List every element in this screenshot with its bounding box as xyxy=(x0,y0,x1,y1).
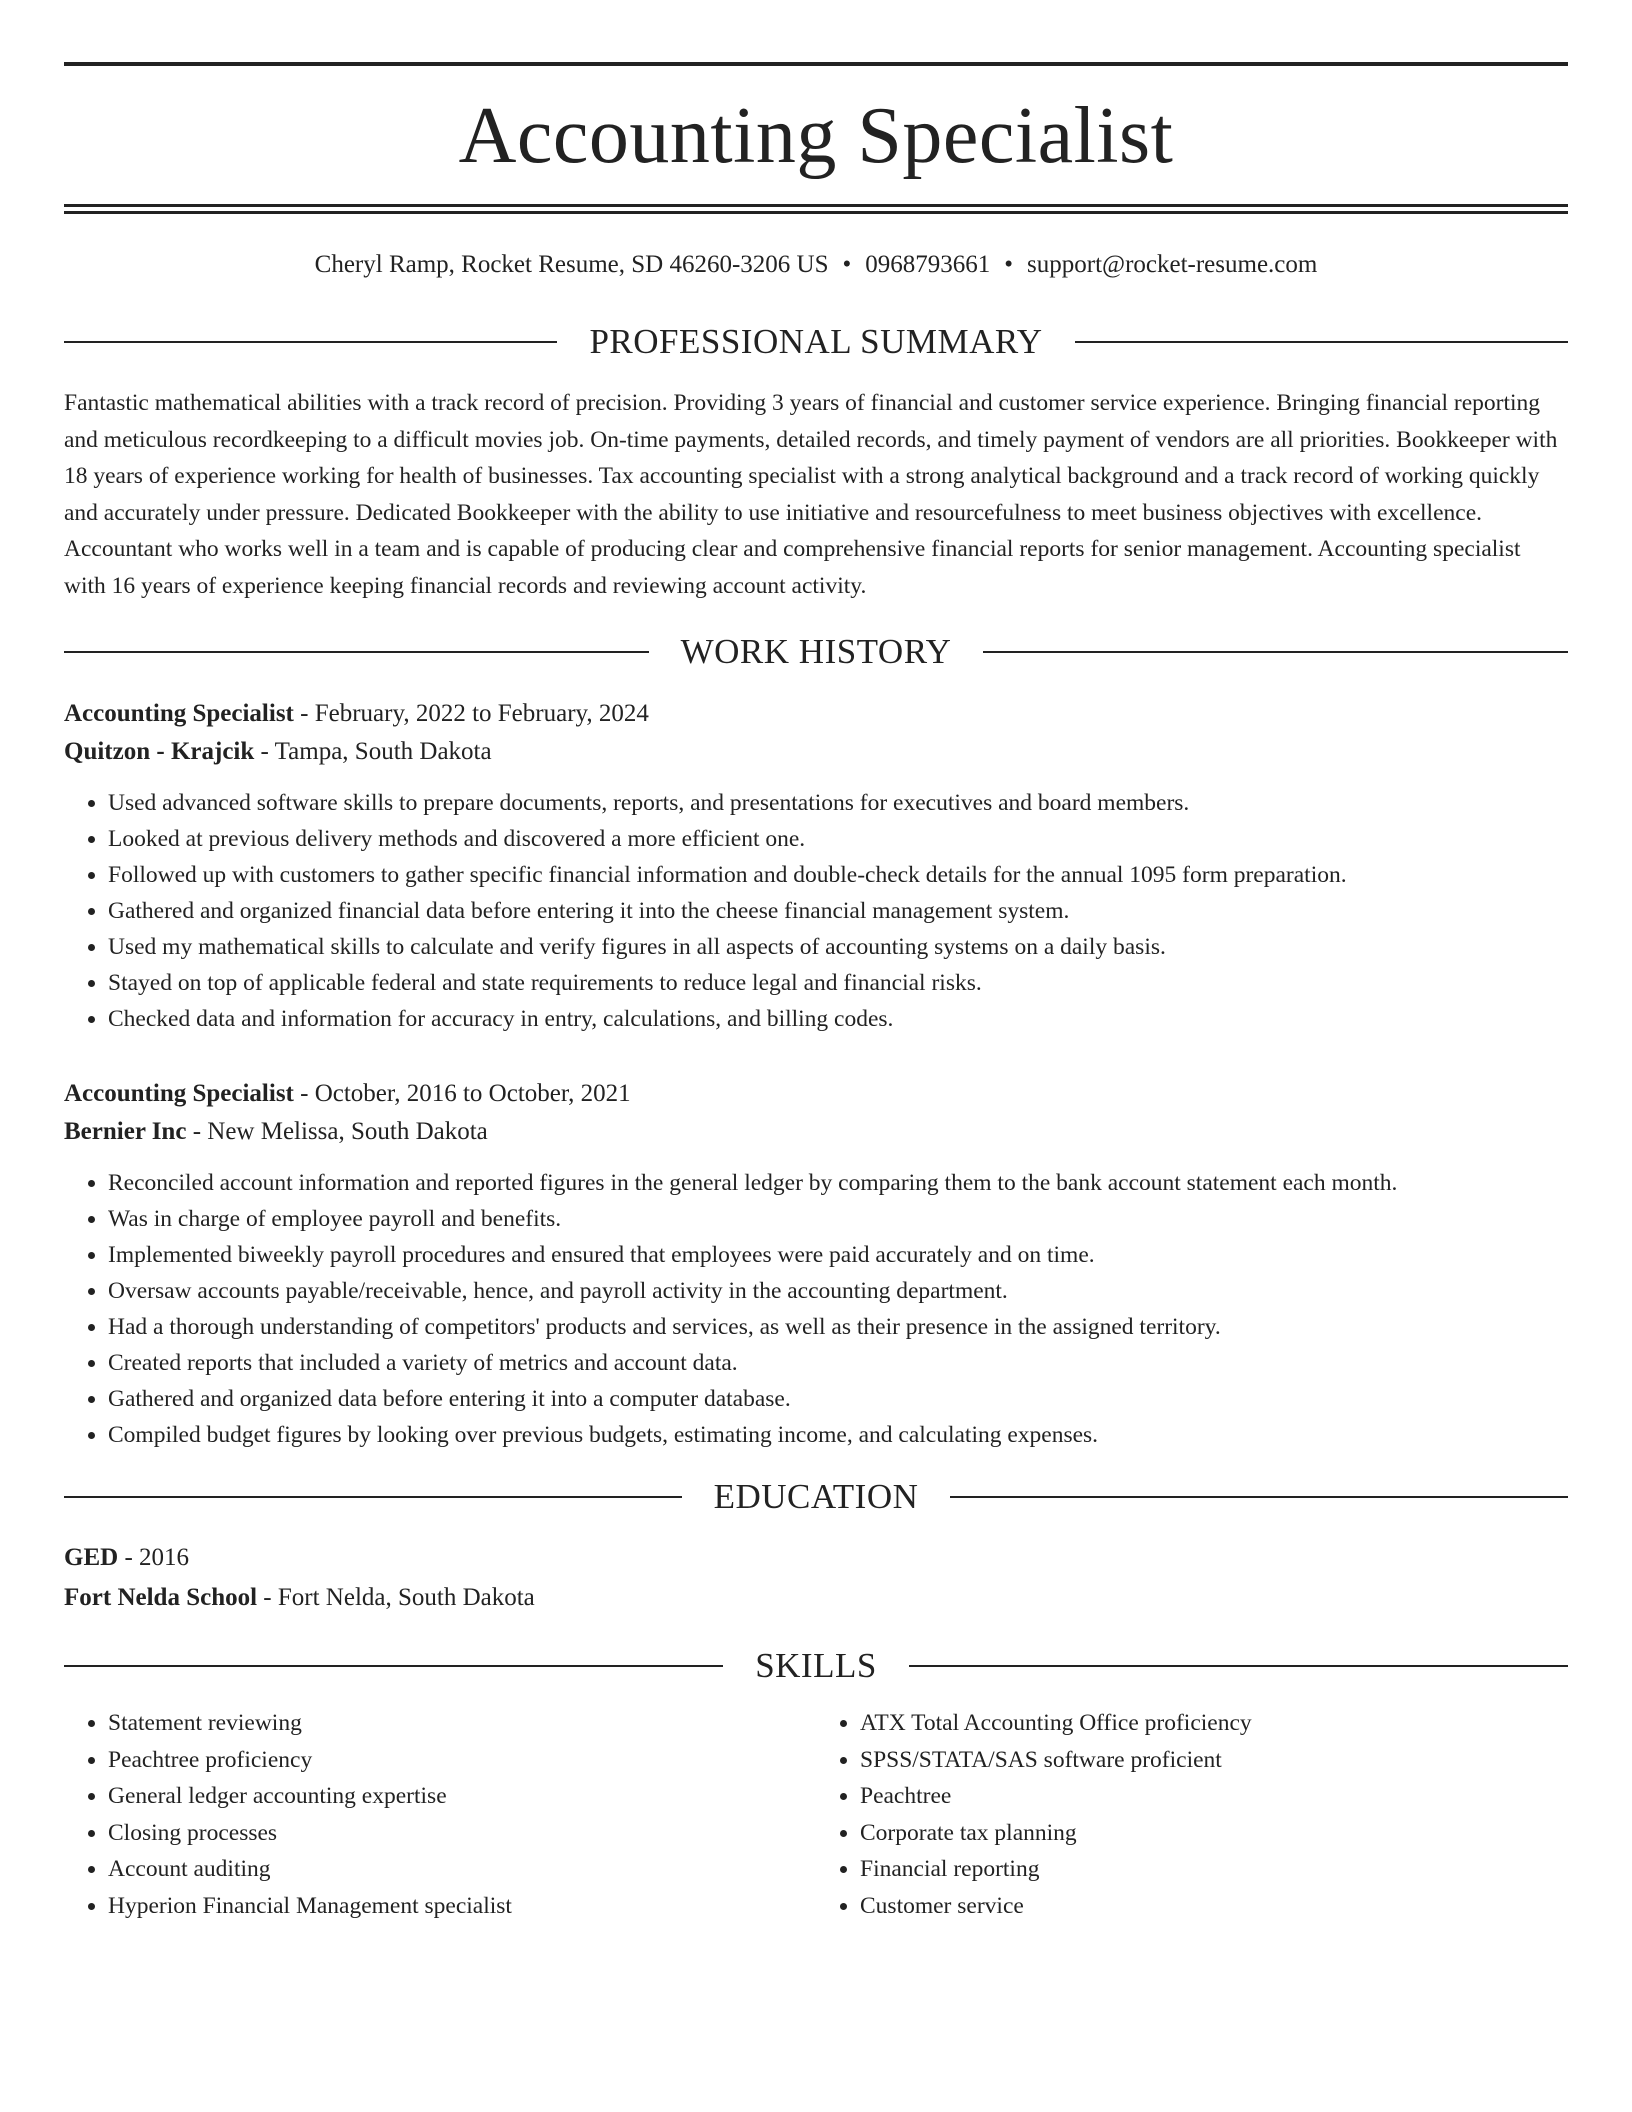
contact-address: Cheryl Ramp, Rocket Resume, SD 46260-3206 US xyxy=(314,251,829,278)
job-company-line xyxy=(64,1113,1568,1151)
job-company: Quitzon - Krajcik xyxy=(64,738,255,765)
job-entry-2 xyxy=(64,1075,1568,1453)
heading-rule-right xyxy=(1075,341,1568,343)
job-title: Accounting Specialist xyxy=(64,700,294,727)
list-item: • Stayed on top of applicable federal and state requirements to reduce legal and financial risks. xyxy=(108,965,1568,1001)
education-entry xyxy=(64,1538,1568,1618)
education-school-line xyxy=(64,1578,1568,1618)
skills-list-right xyxy=(816,1705,1568,1924)
skill-item: • ATX Total Accounting Office proficiency xyxy=(860,1705,1568,1742)
skill-item: • Account auditing xyxy=(108,1851,816,1888)
education-school: Fort Nelda School xyxy=(64,1584,258,1611)
skills-heading: SKILLS xyxy=(755,1646,877,1685)
title-double-rule xyxy=(64,204,1568,214)
contact-email: support@rocket-resume.com xyxy=(1027,251,1318,278)
job-bullets xyxy=(64,785,1568,1037)
list-item: • Had a thorough understanding of competitors' products and services, as well as their presence in the assigned territory. xyxy=(108,1309,1568,1345)
list-item: • Created reports that included a variety of metrics and account data. xyxy=(108,1345,1568,1381)
list-item: • Used advanced software skills to prepare documents, reports, and presentations for executives and board members. xyxy=(108,785,1568,821)
contact-separator: • xyxy=(1004,251,1014,278)
summary-heading-row xyxy=(64,324,1568,359)
job-location: - New Melissa, South Dakota xyxy=(186,1118,488,1145)
skill-item: • Corporate tax planning xyxy=(860,1815,1568,1852)
skill-item: • Financial reporting xyxy=(860,1851,1568,1888)
education-year: - 2016 xyxy=(118,1544,190,1571)
job-bullets xyxy=(64,1165,1568,1453)
skills-heading-row xyxy=(64,1648,1568,1683)
list-item: • Looked at previous delivery methods and discovered a more efficient one. xyxy=(108,821,1568,857)
education-degree-line xyxy=(64,1538,1568,1578)
job-location: - Tampa, South Dakota xyxy=(254,738,492,765)
work-heading: WORK HISTORY xyxy=(680,632,952,671)
education-heading-row xyxy=(64,1479,1568,1514)
list-item: • Was in charge of employee payroll and benefits. xyxy=(108,1201,1568,1237)
heading-rule-left xyxy=(64,1496,682,1498)
heading-rule-right xyxy=(950,1496,1568,1498)
contact-phone: 0968793661 xyxy=(865,251,991,278)
list-item: • Gathered and organized data before entering it into a computer database. xyxy=(108,1381,1568,1417)
heading-rule-left xyxy=(64,651,649,653)
education-location: - Fort Nelda, South Dakota xyxy=(257,1584,535,1611)
list-item: • Used my mathematical skills to calculate and verify figures in all aspects of accounting systems on a daily basis. xyxy=(108,929,1568,965)
education-degree: GED xyxy=(64,1544,119,1571)
skills-list-left xyxy=(64,1705,816,1924)
contact-line xyxy=(64,250,1568,280)
heading-rule-left xyxy=(64,341,557,343)
skill-item: • Closing processes xyxy=(108,1815,816,1852)
contact-separator: • xyxy=(842,251,852,278)
skill-item: • Peachtree xyxy=(860,1778,1568,1815)
skill-item: • Statement reviewing xyxy=(108,1705,816,1742)
job-company-line xyxy=(64,733,1568,771)
heading-rule-right xyxy=(983,651,1568,653)
heading-rule-right xyxy=(909,1665,1568,1667)
job-title: Accounting Specialist xyxy=(64,1080,294,1107)
list-item: • Oversaw accounts payable/receivable, hence, and payroll activity in the accounting department. xyxy=(108,1273,1568,1309)
skill-item: • Peachtree proficiency xyxy=(108,1742,816,1779)
skills-columns xyxy=(64,1705,1568,1924)
list-item: • Checked data and information for accuracy in entry, calculations, and billing codes. xyxy=(108,1001,1568,1037)
job-title-line xyxy=(64,1075,1568,1113)
skill-item: • General ledger accounting expertise xyxy=(108,1778,816,1815)
list-item: • Gathered and organized financial data before entering it into the cheese financial management system. xyxy=(108,893,1568,929)
heading-rule-left xyxy=(64,1665,723,1667)
list-item: • Implemented biweekly payroll procedures and ensured that employees were paid accurately and on time. xyxy=(108,1237,1568,1273)
job-company: Bernier Inc xyxy=(64,1118,187,1145)
skill-item: • Hyperion Financial Management specialist xyxy=(108,1888,816,1925)
list-item: • Followed up with customers to gather specific financial information and double-check details for the annual 1095 form preparation. xyxy=(108,857,1568,893)
job-entry-1 xyxy=(64,695,1568,1037)
education-heading: EDUCATION xyxy=(713,1477,919,1516)
list-item: • Reconciled account information and reported figures in the general ledger by comparing them to the bank account statement each month. xyxy=(108,1165,1568,1201)
skill-item: • Customer service xyxy=(860,1888,1568,1925)
job-title-line xyxy=(64,695,1568,733)
skill-item: • SPSS/STATA/SAS software proficient xyxy=(860,1742,1568,1779)
summary-heading: PROFESSIONAL SUMMARY xyxy=(589,322,1043,361)
work-heading-row xyxy=(64,634,1568,669)
list-item: • Compiled budget figures by looking over previous budgets, estimating income, and calculating expenses. xyxy=(108,1417,1568,1453)
job-dates: - October, 2016 to October, 2021 xyxy=(293,1080,631,1107)
resume-title: Accounting Specialist xyxy=(458,92,1174,180)
job-dates: - February, 2022 to February, 2024 xyxy=(293,700,649,727)
summary-text: Fantastic mathematical abilities with a track record of precision. Providing 3 years of financial and customer service experience. Bringing financial reporting and meticulous recordkeeping to a difficult movies job. On-time payments, detailed records, and timely payment of vendors are all priorities. Bookkeeper with 18 years of experience working for health of businesses. Tax accounting specialist with a strong analytical background and a track record of working quickly and accurately under pressure. Dedicated Bookkeeper with the ability to use initiative and resourcefulness to meet business objectives with excellence. Accountant who works well in a team and is capable of producing clear and comprehensive financial reports for senior management. Accounting specialist with 16 years of experience keeping financial records and reviewing account activity. xyxy=(64,390,1558,599)
